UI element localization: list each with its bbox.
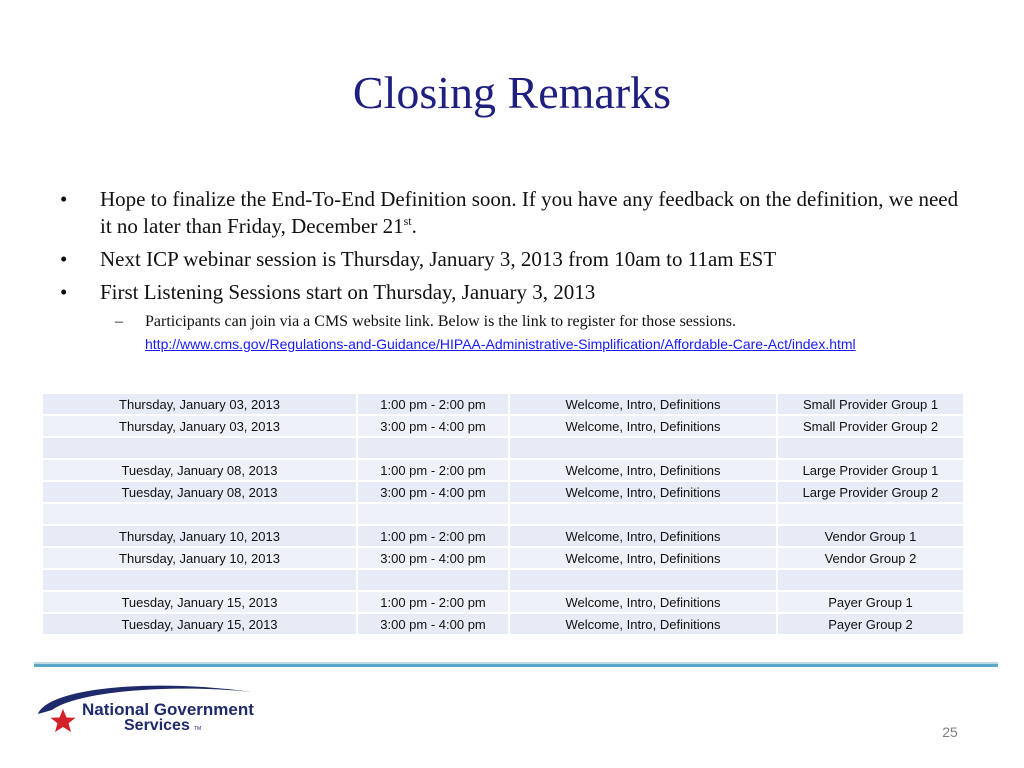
- table-cell: Welcome, Intro, Definitions: [509, 591, 777, 613]
- table-cell: 3:00 pm - 4:00 pm: [357, 613, 509, 635]
- table-cell: [777, 503, 964, 525]
- table-cell: [43, 569, 357, 591]
- sub-bullet: [60, 312, 960, 355]
- table-cell: Welcome, Intro, Definitions: [509, 481, 777, 503]
- table-cell: [43, 503, 357, 525]
- table-row: [43, 415, 964, 437]
- table-cell: Thursday, January 10, 2013: [43, 525, 357, 547]
- table-cell: Thursday, January 03, 2013: [43, 415, 357, 437]
- bullet-glyph: •: [60, 247, 68, 271]
- table-cell: [357, 503, 509, 525]
- table-cell: Thursday, January 03, 2013: [43, 394, 357, 415]
- bullet-text: Next ICP webinar session is Thursday, January 3, 2013 from 10am to 11am EST: [100, 247, 777, 271]
- logo-line2: Services: [124, 717, 190, 734]
- table-row: [43, 613, 964, 635]
- table-cell: 1:00 pm - 2:00 pm: [357, 591, 509, 613]
- table-cell: Vendor Group 2: [777, 547, 964, 569]
- footer-rule: [34, 664, 998, 667]
- table-cell: Small Provider Group 2: [777, 415, 964, 437]
- table-cell: [509, 437, 777, 459]
- table-cell: [509, 569, 777, 591]
- logo-tm: TM: [194, 726, 202, 732]
- table-cell: 1:00 pm - 2:00 pm: [357, 459, 509, 481]
- table-row: [43, 481, 964, 503]
- logo-line1: National Government: [82, 700, 254, 719]
- slide-title: Closing Remarks: [352, 67, 672, 118]
- table-row: [43, 459, 964, 481]
- schedule-table: [43, 394, 965, 636]
- table-cell: Tuesday, January 15, 2013: [43, 613, 357, 635]
- table-cell: 3:00 pm - 4:00 pm: [357, 415, 509, 437]
- star-icon: [51, 709, 76, 732]
- table-spacer-row: [43, 503, 964, 525]
- bullet-superscript: st: [403, 214, 412, 228]
- bullet-item: [60, 246, 960, 273]
- bullet-glyph: •: [60, 187, 68, 211]
- table-cell: Welcome, Intro, Definitions: [509, 613, 777, 635]
- table-row: [43, 525, 964, 547]
- table-cell: 1:00 pm - 2:00 pm: [357, 525, 509, 547]
- table-cell: 1:00 pm - 2:00 pm: [357, 394, 509, 415]
- bullet-item: [60, 279, 960, 306]
- table-cell: Welcome, Intro, Definitions: [509, 415, 777, 437]
- table-cell: [777, 437, 964, 459]
- table-cell: Vendor Group 1: [777, 525, 964, 547]
- table-cell: [777, 569, 964, 591]
- table-row: [43, 591, 964, 613]
- table-cell: [509, 503, 777, 525]
- sub-bullet-dash: –: [115, 313, 123, 330]
- ngs-logo: [30, 680, 260, 740]
- table-cell: Tuesday, January 15, 2013: [43, 591, 357, 613]
- table-row: [43, 547, 964, 569]
- table-cell: Tuesday, January 08, 2013: [43, 481, 357, 503]
- bullet-text: First Listening Sessions start on Thursday, January 3, 2013: [100, 280, 596, 304]
- table-cell: Welcome, Intro, Definitions: [509, 525, 777, 547]
- table-cell: 3:00 pm - 4:00 pm: [357, 547, 509, 569]
- bullet-list: [60, 186, 960, 355]
- table-cell: Welcome, Intro, Definitions: [509, 547, 777, 569]
- table-cell: Welcome, Intro, Definitions: [509, 459, 777, 481]
- table-cell: [357, 437, 509, 459]
- table-cell: 3:00 pm - 4:00 pm: [357, 481, 509, 503]
- table-cell: [357, 569, 509, 591]
- table-cell: Payer Group 1: [777, 591, 964, 613]
- table-cell: Small Provider Group 1: [777, 394, 964, 415]
- table-cell: Tuesday, January 08, 2013: [43, 459, 357, 481]
- page-number: 25: [942, 724, 958, 740]
- table-cell: Thursday, January 10, 2013: [43, 547, 357, 569]
- table-row: [43, 394, 964, 415]
- table-cell: [43, 437, 357, 459]
- table-cell: Welcome, Intro, Definitions: [509, 394, 777, 415]
- table-spacer-row: [43, 569, 964, 591]
- bullet-glyph: •: [60, 280, 68, 304]
- bullet-item: [60, 186, 960, 240]
- table-cell: Large Provider Group 1: [777, 459, 964, 481]
- table-cell: Payer Group 2: [777, 613, 964, 635]
- registration-link[interactable]: http://www.cms.gov/Regulations-and-Guidance/HIPAA-Administrative-Simplification/Affordable-Care-Act/index.html: [145, 336, 856, 352]
- sub-bullet-text: Participants can join via a CMS website link. Below is the link to register for those sessions.: [145, 313, 737, 330]
- table-cell: Large Provider Group 2: [777, 481, 964, 503]
- bullet-text: Hope to finalize the End-To-End Definition soon. If you have any feedback on the definition, we need it no later than Friday, December 21: [100, 187, 959, 238]
- bullet-tail: .: [411, 214, 417, 238]
- table-spacer-row: [43, 437, 964, 459]
